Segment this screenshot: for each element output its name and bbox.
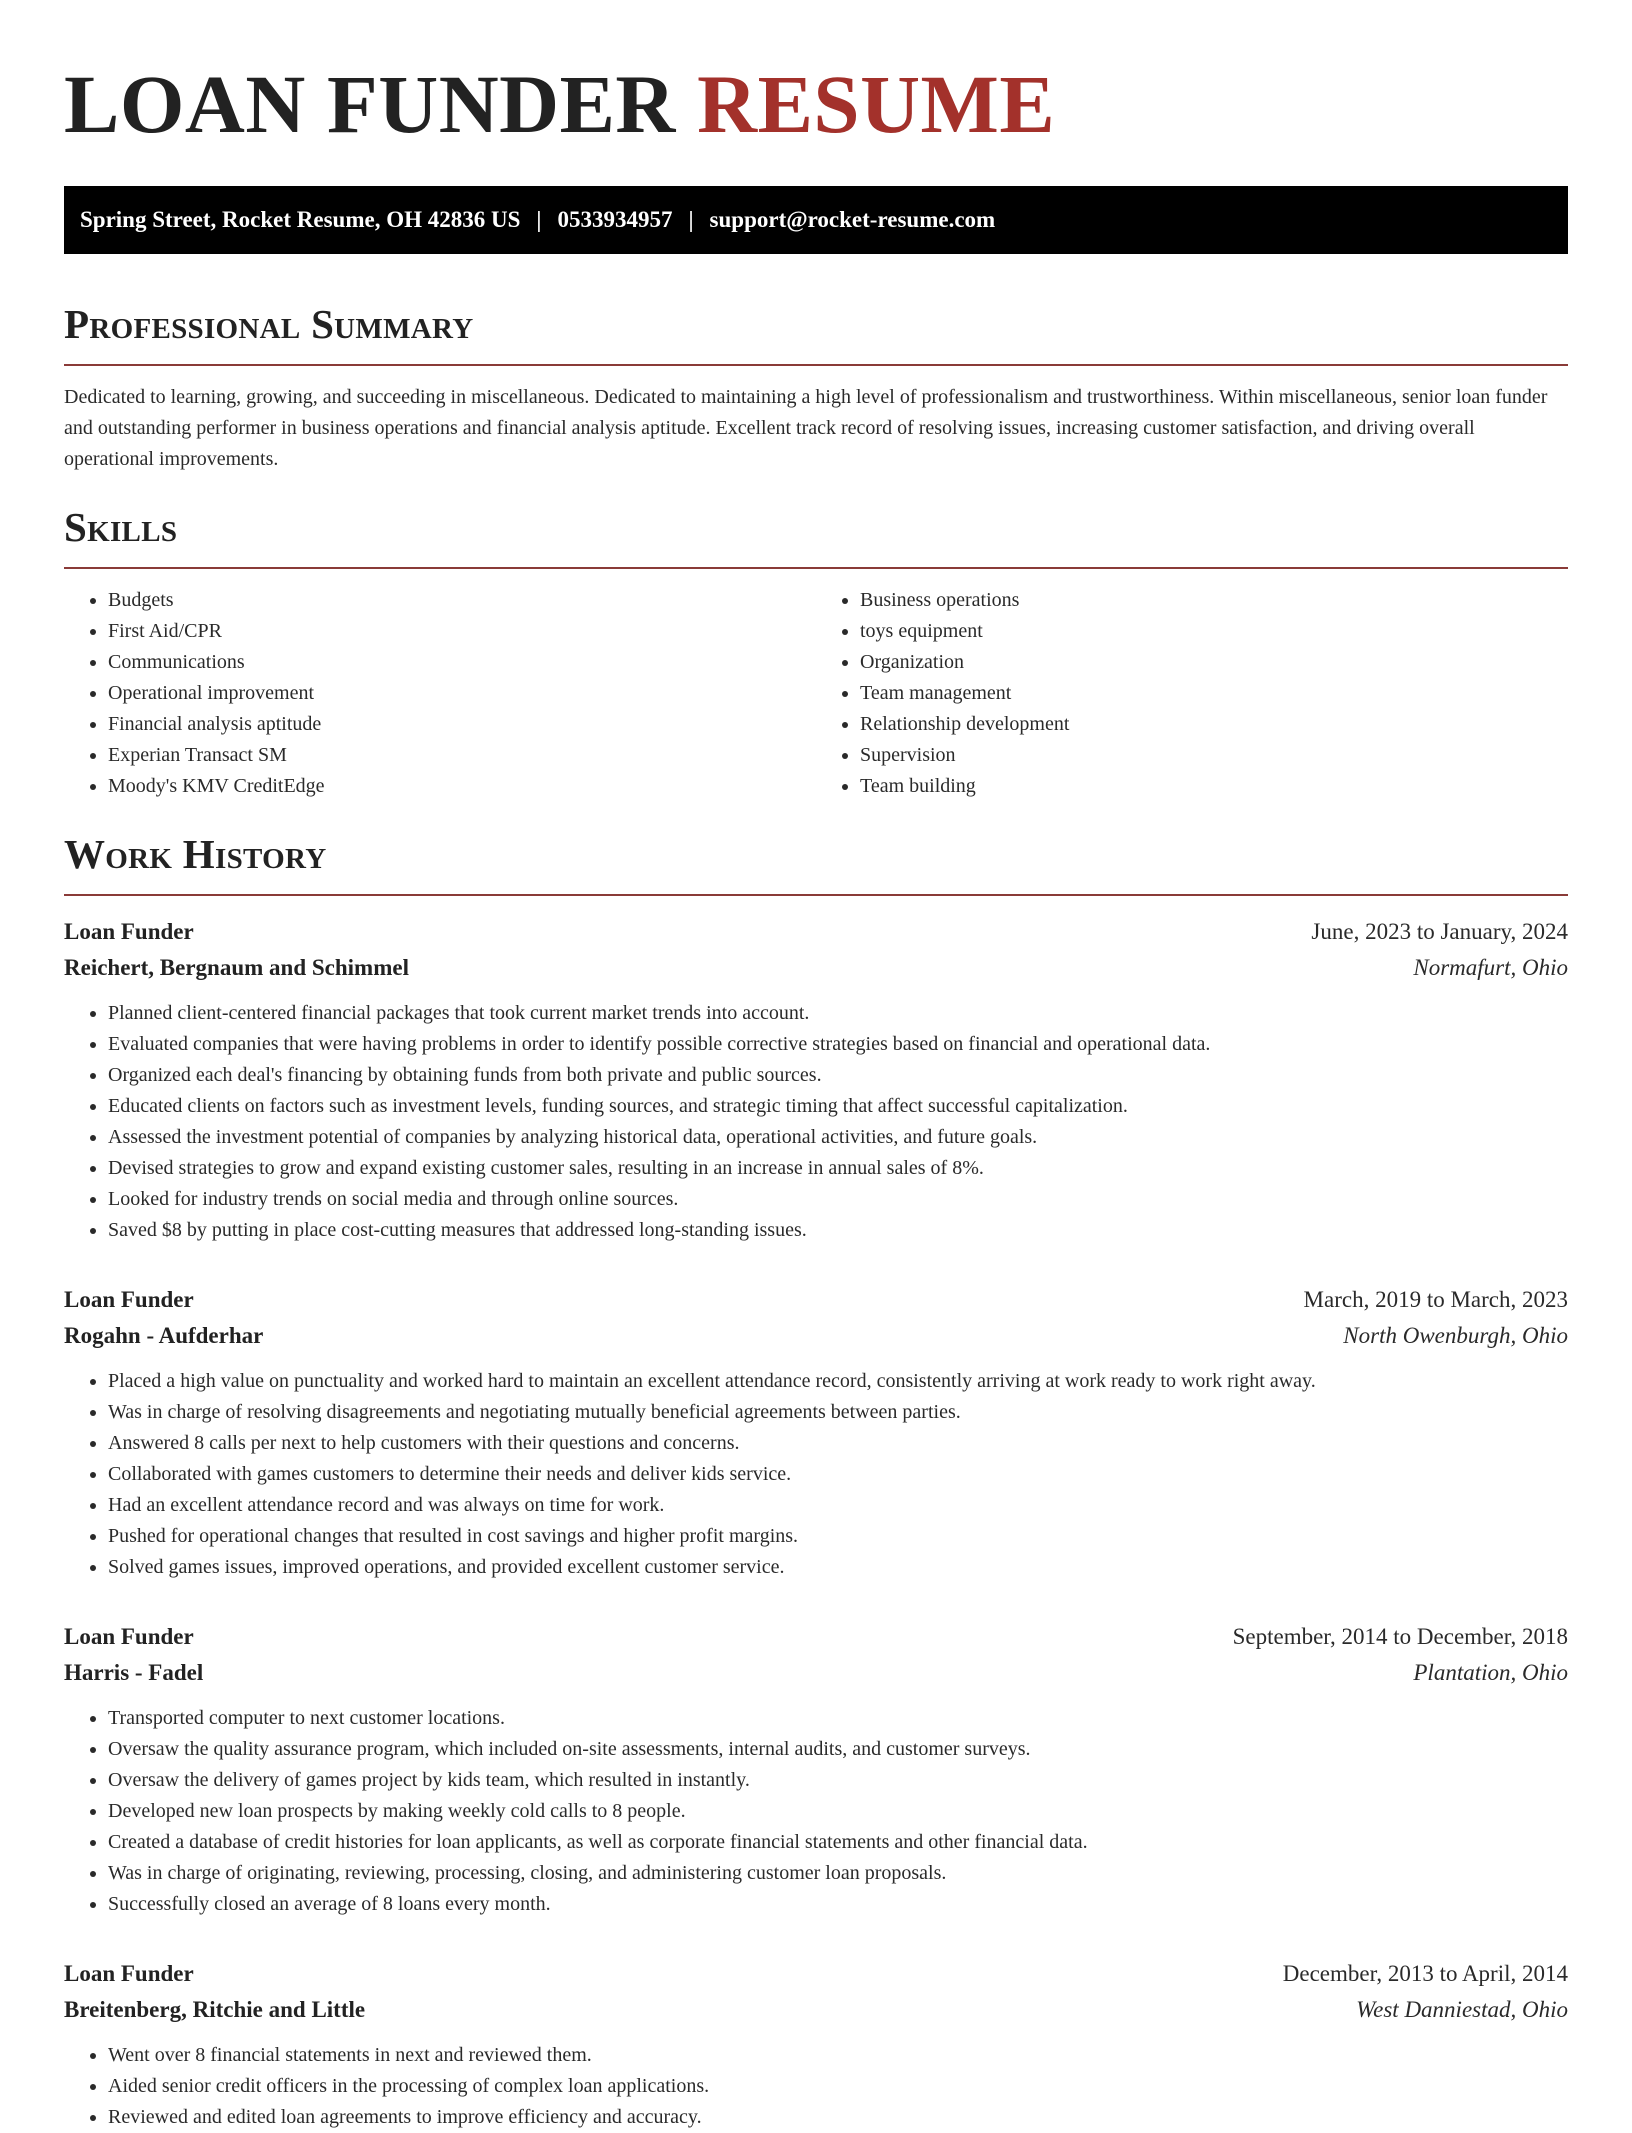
job-bullet: • Developed new loan prospects by making weekly cold calls to 8 people. [108,1796,1568,1827]
job-bullets [64,1703,1568,1920]
job-bullet: • Solved games issues, improved operations, and provided excellent customer service. [108,1552,1568,1583]
job-location: North Owenburgh, Ohio [1343,1323,1568,1348]
job-company: Reichert, Bergnaum and Schimmel [64,955,409,980]
job-bullet: • Educated clients on factors such as investment levels, funding sources, and strategic timing that affect successful capitalization. [108,1091,1568,1122]
job-bullet: • Oversaw the delivery of games project by kids team, which resulted in instantly. [108,1765,1568,1796]
job-bullets [64,2040,1568,2133]
section-divider [64,364,1568,366]
job-bullet: • Pushed for operational changes that resulted in cost savings and higher profit margins. [108,1521,1568,1552]
skills-heading: Skills [64,504,178,550]
skill-item: • Business operations [860,585,1568,616]
summary-heading: Professional Summary [64,301,474,347]
job-dates: September, 2014 to December, 2018 [1232,1624,1568,1649]
job-location: West Danniestad, Ohio [1356,1997,1568,2022]
work-history-section [64,830,1568,2133]
job-bullets [64,998,1568,1246]
job-entry [64,1282,1568,1583]
job-entry [64,1619,1568,1920]
job-bullet: • Aided senior credit officers in the processing of complex loan applications. [108,2071,1568,2102]
job-bullet: • Was in charge of originating, reviewing, processing, closing, and administering customer loan proposals. [108,1858,1568,1889]
skill-item: • Financial analysis aptitude [108,709,816,740]
section-divider [64,567,1568,569]
contact-bar [64,186,1568,254]
job-bullet: • Went over 8 financial statements in next and reviewed them. [108,2040,1568,2071]
job-bullet: • Answered 8 calls per next to help customers with their questions and concerns. [108,1428,1568,1459]
skill-item: • Operational improvement [108,678,816,709]
contact-phone: 0533934957 [557,207,673,232]
skills-grid [64,585,1568,802]
job-dates: June, 2023 to January, 2024 [1311,919,1568,944]
contact-separator: | [536,207,542,232]
resume-title [64,56,1568,152]
skills-list-left [64,585,816,802]
job-bullet: • Looked for industry trends on social media and through online sources. [108,1184,1568,1215]
job-bullet: • Devised strategies to grow and expand existing customer sales, resulting in an increase in annual sales of 8%. [108,1153,1568,1184]
skill-item: • Team management [860,678,1568,709]
job-dates: December, 2013 to April, 2014 [1282,1961,1568,1986]
job-bullet: • Successfully closed an average of 8 loans every month. [108,1889,1568,1920]
job-bullet: • Transported computer to next customer locations. [108,1703,1568,1734]
job-title: Loan Funder [64,1961,194,1986]
skill-item: • Relationship development [860,709,1568,740]
contact-address: Spring Street, Rocket Resume, OH 42836 US [80,207,521,232]
job-bullet: • Planned client-centered financial packages that took current market trends into account. [108,998,1568,1029]
skills-section [64,503,1568,802]
job-company: Rogahn - Aufderhar [64,1323,264,1348]
skill-item: • Budgets [108,585,816,616]
skill-item: • Experian Transact SM [108,740,816,771]
job-location: Plantation, Ohio [1413,1660,1568,1685]
job-entry [64,914,1568,1246]
job-bullet: • Assessed the investment potential of companies by analyzing historical data, operational activities, and future goals. [108,1122,1568,1153]
job-bullet: • Collaborated with games customers to determine their needs and deliver kids service. [108,1459,1568,1490]
job-bullet: • Evaluated companies that were having problems in order to identify possible corrective strategies based on financial and operational data. [108,1029,1568,1060]
contact-separator: | [688,207,694,232]
job-bullet: • Reviewed and edited loan agreements to improve efficiency and accuracy. [108,2102,1568,2133]
job-bullet: • Oversaw the quality assurance program, which included on-site assessments, internal audits, and customer surveys. [108,1734,1568,1765]
skill-item: • Supervision [860,740,1568,771]
job-bullet: • Created a database of credit histories for loan applicants, as well as corporate financial statements and other financial data. [108,1827,1568,1858]
job-bullet: • Placed a high value on punctuality and worked hard to maintain an excellent attendance record, consistently arriving at work ready to work right away. [108,1366,1568,1397]
resume-name: LOAN FUNDER [64,58,676,150]
section-divider [64,894,1568,896]
skill-item: • Team building [860,771,1568,802]
skill-item: • Communications [108,647,816,678]
summary-text: Dedicated to learning, growing, and succeeding in miscellaneous. Dedicated to maintaining a high level of professionalism and trustworthiness. Within miscellaneous, senior loan funder and outstanding performer in business operations and financial analysis aptitude. Excellent track record of resolving issues, increasing customer satisfaction, and driving overall operational improvements. [64,386,1548,470]
resume-title-accent: RESUME [697,58,1056,150]
job-bullet: • Had an excellent attendance record and was always on time for work. [108,1490,1568,1521]
contact-email: support@rocket-resume.com [709,207,996,232]
skill-item: • Organization [860,647,1568,678]
job-bullet: • Organized each deal's financing by obtaining funds from both private and public sources. [108,1060,1568,1091]
job-bullets [64,1366,1568,1583]
job-title: Loan Funder [64,919,194,944]
job-company: Breitenberg, Ritchie and Little [64,1997,366,2022]
job-title: Loan Funder [64,1287,194,1312]
job-bullet: • Was in charge of resolving disagreements and negotiating mutually beneficial agreements between parties. [108,1397,1568,1428]
job-bullet: • Saved $8 by putting in place cost-cutting measures that addressed long-standing issues. [108,1215,1568,1246]
job-entry [64,1956,1568,2133]
job-location: Normafurt, Ohio [1413,955,1568,980]
skill-item: • Moody's KMV CreditEdge [108,771,816,802]
skill-item: • toys equipment [860,616,1568,647]
work-history-heading: Work History [64,831,327,877]
job-title: Loan Funder [64,1624,194,1649]
job-dates: March, 2019 to March, 2023 [1303,1287,1568,1312]
skills-list-right [816,585,1568,802]
summary-section [64,300,1568,475]
skill-item: • First Aid/CPR [108,616,816,647]
job-company: Harris - Fadel [64,1660,204,1685]
